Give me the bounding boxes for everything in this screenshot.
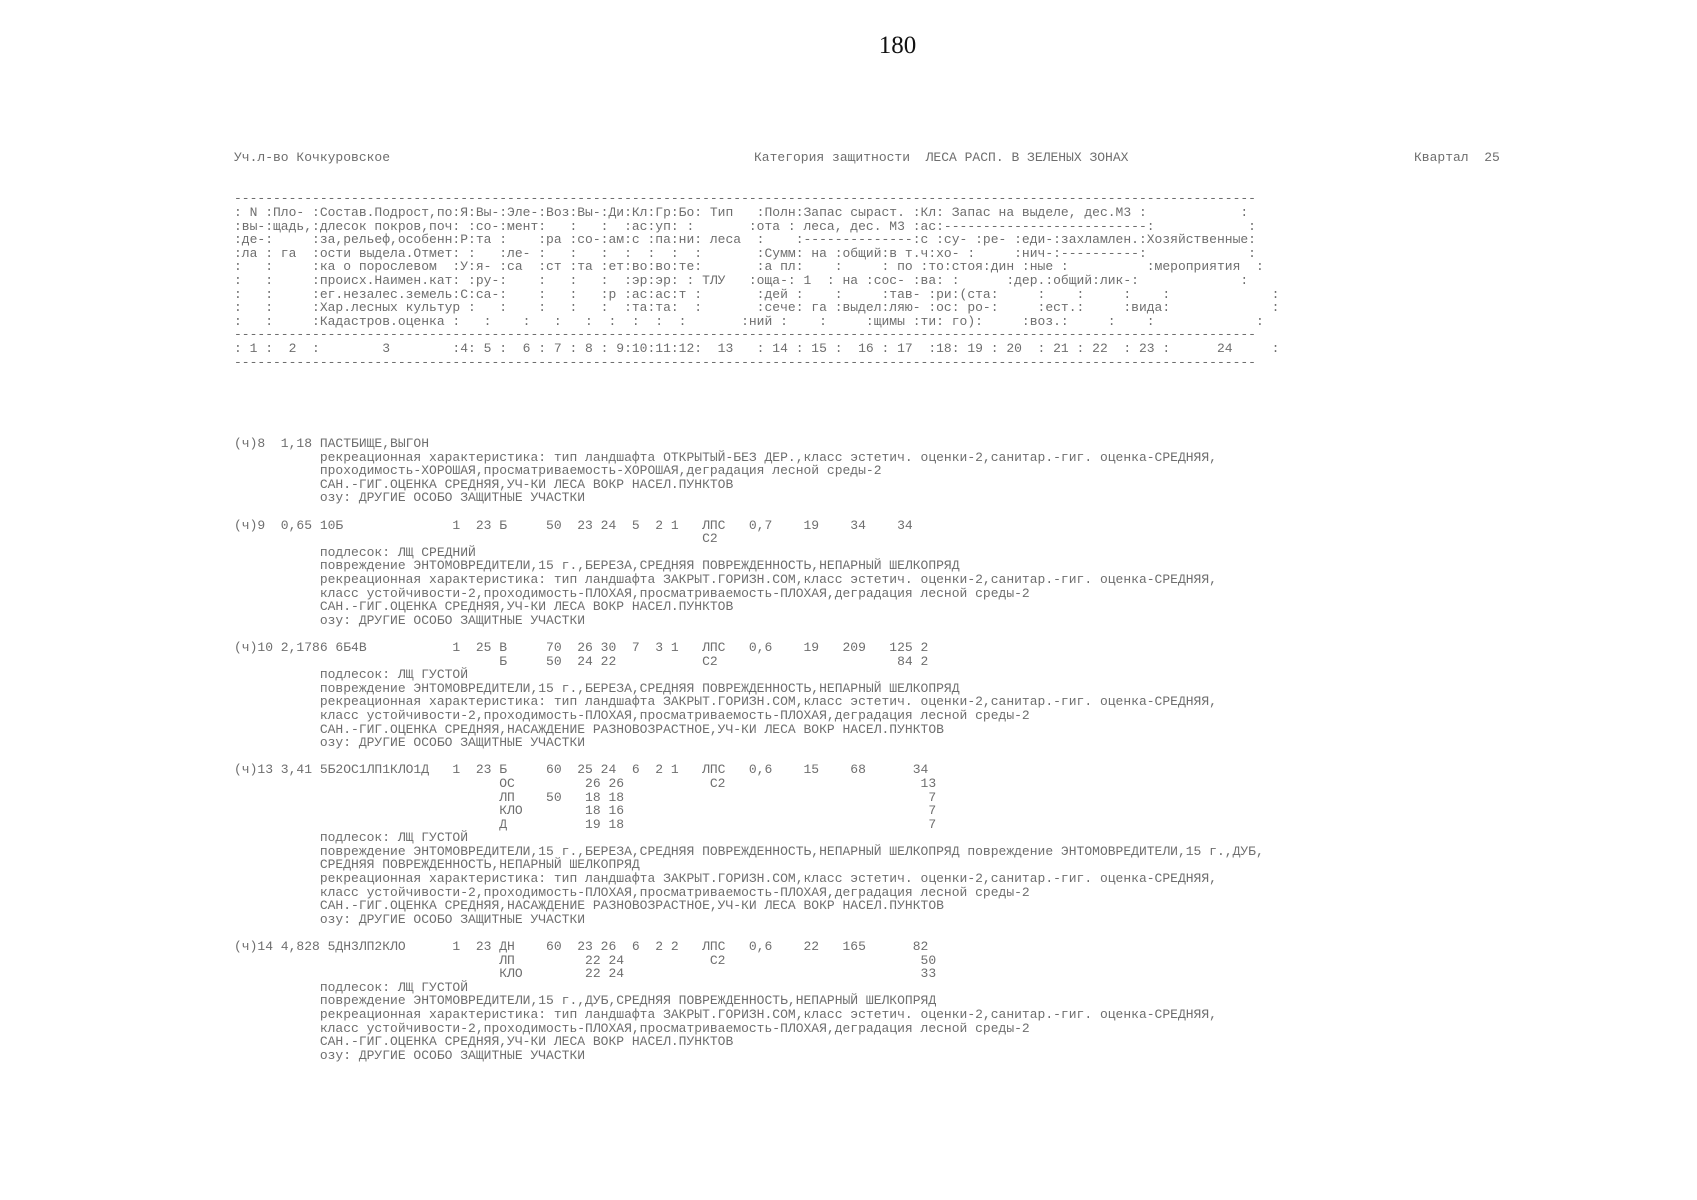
record-line: озу: ДРУГИЕ ОСОБО ЗАЩИТНЫЕ УЧАСТКИ [234, 911, 586, 927]
protection-category: Категория защитности ЛЕСА РАСП. В ЗЕЛЕНЫХ ЗОНАХ [754, 150, 1129, 166]
record-line: Д 19 18 7 [234, 816, 937, 832]
records-list [234, 437, 1279, 1062]
record-line: ЛП 22 24 С2 50 [234, 952, 937, 968]
record-line: ОС 26 26 С2 13 [234, 775, 937, 791]
table-header-line: : : :ег.незалес.земель:С:са-: : : :р :ас:ас:т : :дей : : :тав- :ри:(ста: : : : : : [234, 286, 1280, 302]
record-line: повреждение ЭНТОМОВРЕДИТЕЛИ,15 г.,ДУБ,СРЕДНЯЯ ПОВРЕЖДЕННОСТЬ,НЕПАРНЫЙ ШЕЛКОПРЯД [234, 993, 937, 1009]
record-block [234, 763, 1279, 926]
record-line: класс устойчивости-2,проходимость-ПЛОХАЯ,просматриваемость-ПЛОХАЯ,деградация лесной среды-2 [234, 707, 1030, 723]
record-line: озу: ДРУГИЕ ОСОБО ЗАЩИТНЫЕ УЧАСТКИ [234, 490, 586, 506]
record-line: САН.-ГИГ.ОЦЕНКА СРЕДНЯЯ,УЧ-КИ ЛЕСА ВОКР НАСЕЛ.ПУНКТОВ [234, 1034, 734, 1050]
record-separator [234, 505, 1279, 519]
record-line: подлесок: ЛЩ ГУСТОЙ [234, 979, 469, 995]
record-line: проходимость-ХОРОШАЯ,просматриваемость-ХОРОШАЯ,деградация лесной среды-2 [234, 463, 882, 479]
record-line: САН.-ГИГ.ОЦЕНКА СРЕДНЯЯ,НАСАЖДЕНИЕ РАЗНОВОЗРАСТНОЕ,УЧ-КИ ЛЕСА ВОКР НАСЕЛ.ПУНКТОВ [234, 721, 944, 737]
record-line: повреждение ЭНТОМОВРЕДИТЕЛИ,15 г.,БЕРЕЗА,СРЕДНЯЯ ПОВРЕЖДЕННОСТЬ,НЕПАРНЫЙ ШЕЛКОПРЯД повреждение ЭНТОМОВРЕДИТЕЛИ,15 г.,ДУБ, [234, 843, 1264, 859]
table-header-line: ----------------------------------------------------------------------------------------------------------------------------------- [234, 191, 1256, 207]
record-block [234, 519, 1279, 628]
table-header-line: :ла : га :ости выдела.Отмет: : :ле- : : : : : : : :Сумм: на :общий:в т.ч:хо- : :нич-:----------: : [234, 245, 1256, 261]
record-line: СРЕДНЯЯ ПОВРЕЖДЕННОСТЬ,НЕПАРНЫЙ ШЕЛКОПРЯД [234, 857, 640, 873]
record-line: САН.-ГИГ.ОЦЕНКА СРЕДНЯЯ,НАСАЖДЕНИЕ РАЗНОВОЗРАСТНОЕ,УЧ-КИ ЛЕСА ВОКР НАСЕЛ.ПУНКТОВ [234, 898, 944, 914]
forestry-name: Уч.л-во Кочкуровское [234, 150, 391, 166]
record-line: озу: ДРУГИЕ ОСОБО ЗАЩИТНЫЕ УЧАСТКИ [234, 1047, 586, 1063]
record-separator [234, 750, 1279, 764]
record-separator [234, 627, 1279, 641]
record-line: повреждение ЭНТОМОВРЕДИТЕЛИ,15 г.,БЕРЕЗА,СРЕДНЯЯ ПОВРЕЖДЕННОСТЬ,НЕПАРНЫЙ ШЕЛКОПРЯД [234, 558, 960, 574]
record-line: (ч)14 4,828 5ДН3ЛП2КЛО 1 23 ДН 60 23 26 6 2 2 ЛПС 0,6 22 165 82 [234, 939, 929, 955]
record-line: (ч)9 0,65 10Б 1 23 Б 50 23 24 5 2 1 ЛПС 0,7 19 34 34 [234, 517, 913, 533]
table-header-line: : : :происх.Наимен.кат: :ру-: : : : :эр:эр: : ТЛУ :оща-: 1 : на :сос- :ва: : :дер.:общий:лик-: : [234, 272, 1249, 288]
record-line: САН.-ГИГ.ОЦЕНКА СРЕДНЯЯ,УЧ-КИ ЛЕСА ВОКР НАСЕЛ.ПУНКТОВ [234, 476, 734, 492]
record-line: класс устойчивости-2,проходимость-ПЛОХАЯ,просматриваемость-ПЛОХАЯ,деградация лесной среды-2 [234, 585, 1030, 601]
record-line: КЛО 18 16 7 [234, 803, 937, 819]
record-line: рекреационная характеристика: тип ландшафта ОТКРЫТЫЙ-БЕЗ ДЕР.,класс эстетич. оценки-2,санитар.-гиг. оценка-СРЕДНЯЯ, [234, 449, 1217, 465]
table-header-line: :вы-:щадь,:длесок покров,поч: :со-:мент: : : :ас:уп: : :ота : леса, дес. М3 :ас:--------------------------: : [234, 218, 1256, 234]
record-block [234, 940, 1279, 1062]
record-line: (ч)10 2,1786 6Б4В 1 25 В 70 26 30 7 3 1 ЛПС 0,6 19 209 125 2 [234, 639, 929, 655]
record-line: КЛО 22 24 33 [234, 966, 937, 982]
record-block [234, 641, 1279, 750]
record-line: САН.-ГИГ.ОЦЕНКА СРЕДНЯЯ,УЧ-КИ ЛЕСА ВОКР НАСЕЛ.ПУНКТОВ [234, 599, 734, 615]
record-line: подлесок: ЛЩ ГУСТОЙ [234, 830, 469, 846]
record-line: рекреационная характеристика: тип ландшафта ЗАКРЫТ.ГОРИЗН.СОМ,класс эстетич. оценки-2,санитар.-гиг. оценка-СРЕДНЯЯ, [234, 572, 1217, 587]
record-line: подлесок: ЛЩ СРЕДНИЙ [234, 544, 476, 560]
table-header-line: : : :Хар.лесных культур : : : : : :та:та: : :сече: га :выдел:ляю- :ос: ро-: :ест.: :вида: : [234, 300, 1280, 316]
record-line: озу: ДРУГИЕ ОСОБО ЗАЩИТНЫЕ УЧАСТКИ [234, 735, 586, 751]
record-line: повреждение ЭНТОМОВРЕДИТЕЛИ,15 г.,БЕРЕЗА,СРЕДНЯЯ ПОВРЕЖДЕННОСТЬ,НЕПАРНЫЙ ШЕЛКОПРЯД [234, 680, 960, 696]
page-number: 180 [878, 32, 917, 59]
record-line: рекреационная характеристика: тип ландшафта ЗАКРЫТ.ГОРИЗН.СОМ,класс эстетич. оценки-2,санитар.-гиг. оценка-СРЕДНЯЯ, [234, 694, 1217, 710]
record-line: Б 50 24 22 С2 84 2 [234, 653, 929, 669]
table-header-line: ----------------------------------------------------------------------------------------------------------------------------------- [234, 327, 1256, 343]
forest-inventory-sheet [234, 124, 1500, 1076]
record-line: С2 [234, 531, 718, 547]
record-line: озу: ДРУГИЕ ОСОБО ЗАЩИТНЫЕ УЧАСТКИ [234, 612, 586, 628]
table-header-line: : : :ка о порослевом :У:я- :са :ст :та :ет:во:во:те: :а пл: : : по :то:стоя:дин :ные : :мероприятия : [234, 259, 1264, 275]
record-line: ЛП 50 18 18 7 [234, 789, 937, 805]
record-line: рекреационная характеристика: тип ландшафта ЗАКРЫТ.ГОРИЗН.СОМ,класс эстетич. оценки-2,санитар.-гиг. оценка-СРЕДНЯЯ, [234, 871, 1217, 887]
record-line: (ч)8 1,18 ПАСТБИЩЕ,ВЫГОН [234, 436, 430, 452]
record-line: класс устойчивости-2,проходимость-ПЛОХАЯ,просматриваемость-ПЛОХАЯ,деградация лесной среды-2 [234, 884, 1030, 900]
table-header-line: : : :Кадастров.оценка : : : : : : : : : :ний : : :щимы :ти: го): :воз.: : : : [234, 313, 1264, 329]
table-header-line: : 1 : 2 : 3 :4: 5 : 6 : 7 : 8 : 9:10:11:12: 13 : 14 : 15 : 16 : 17 :18: 19 : 20 : 21 : 22 : 23 : 24 : [234, 340, 1280, 356]
record-line: рекреационная характеристика: тип ландшафта ЗАКРЫТ.ГОРИЗН.СОМ,класс эстетич. оценки-2,санитар.-гиг. оценка-СРЕДНЯЯ, [234, 1007, 1217, 1022]
quarter-number: Квартал 25 [1414, 150, 1500, 166]
table-header [234, 192, 1279, 369]
record-line: (ч)13 3,41 5Б2ОС1ЛП1КЛО1Д 1 23 Б 60 25 24 6 2 1 ЛПС 0,6 15 68 34 [234, 762, 929, 778]
table-header-line: : N :Пло- :Состав.Подрост,по:Я:Вы-:Эле-:Воз:Вы-:Ди:Кл:Гр:Бо: Тип :Полн:Запас сыраст. :Кл: Запас на выделе, дес.М3 : : [234, 204, 1249, 220]
record-line: класс устойчивости-2,проходимость-ПЛОХАЯ,просматриваемость-ПЛОХАЯ,деградация лесной среды-2 [234, 1020, 1030, 1036]
table-header-line: ----------------------------------------------------------------------------------------------------------------------------------- [234, 354, 1256, 370]
record-line: подлесок: ЛЩ ГУСТОЙ [234, 667, 469, 683]
record-separator [234, 926, 1279, 940]
sheet-header [234, 150, 1500, 166]
record-block [234, 437, 1279, 505]
table-header-line: :де-: :за,рельеф,особенн:Р:та : :ра :со-:ам:с :па:ни: леса : :--------------:с :су- :ре- :еди-:захламлен.:Хозяйственные: [234, 232, 1256, 248]
